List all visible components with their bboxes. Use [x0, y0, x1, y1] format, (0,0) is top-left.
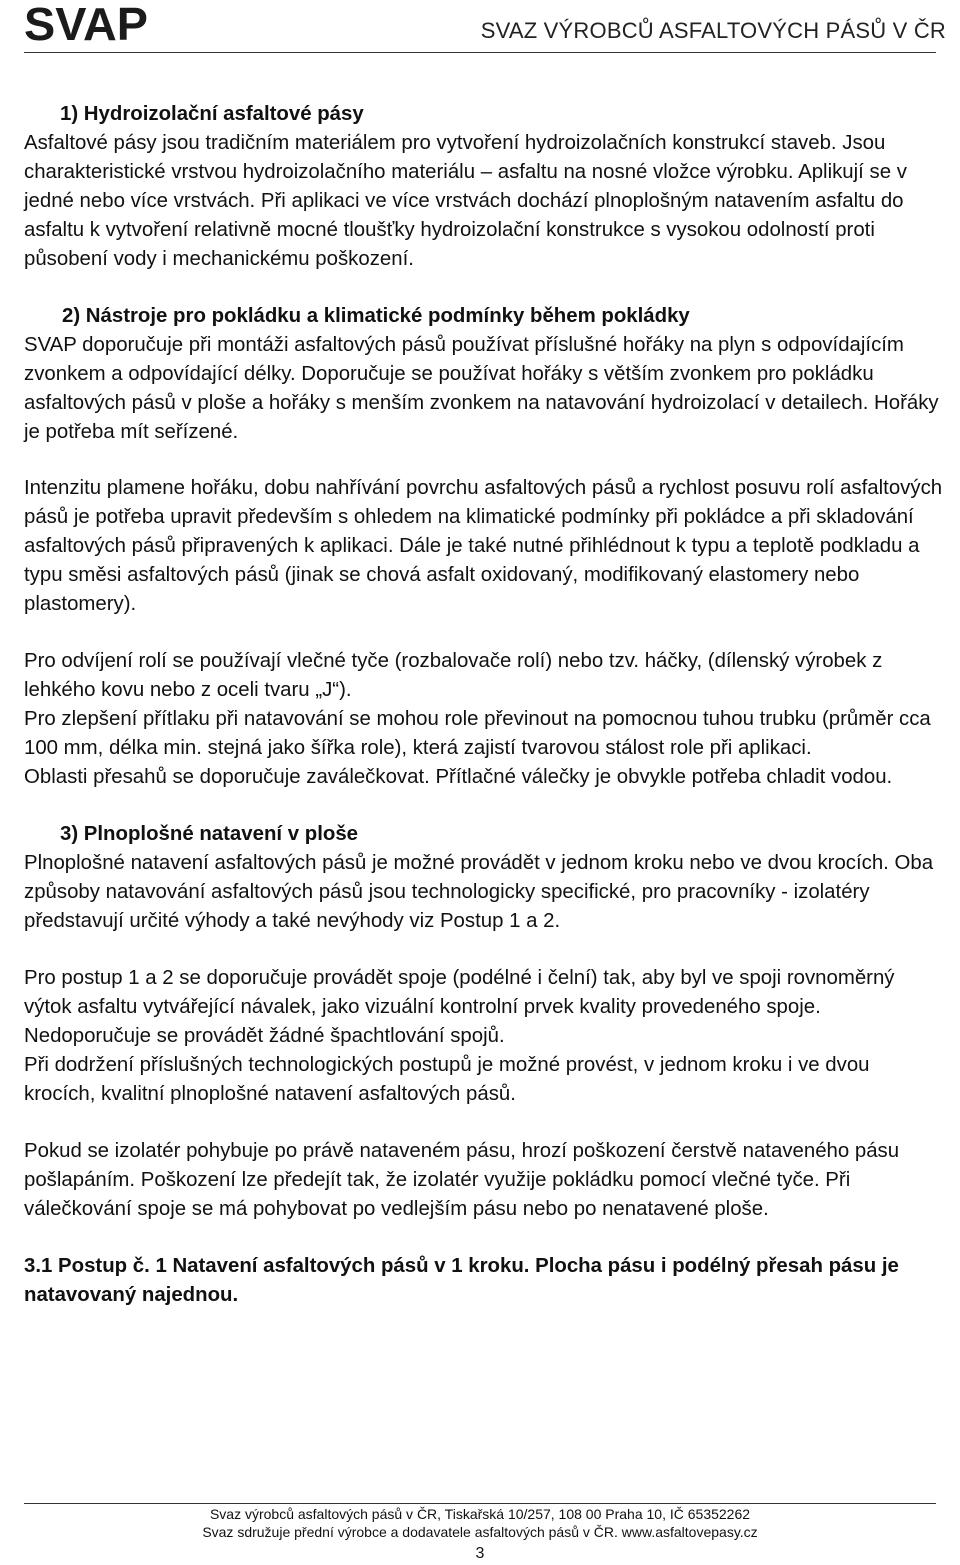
logo-text: SVAP [24, 2, 148, 44]
section-2-paragraph-3: Pro odvíjení rolí se používají vlečné tyče (rozbalovače rolí) nebo tzv. háčky, (dílenský výrobek z lehkého kovu nebo z oceli tvaru „J“). Pro zlepšení přítlaku při natavování se mohou role převinout na pomocnou tuhou trubku (průměr cca 100 mm, délka min. stejná jako šířka role), která zajistí tvarovou stálost role při aplikaci. Oblasti přesahů se doporučuje zaválečkovat. Přítlačné válečky je obvykle potřeba chladit vodou. [24, 650, 931, 788]
section-3-heading: 3) Plnoplošné natavení v ploše [60, 823, 359, 845]
footer-description: Svaz sdružuje přední výrobce a dodavatele asfaltových pásů v ČR. www.asfaltovepasy.cz [202, 1524, 758, 1540]
section-3-1-heading: 3.1 Postup č. 1 Natavení asfaltových pásů v 1 kroku. Plocha pásu i podélný přesah pásu je natavovaný najednou. [24, 1255, 899, 1306]
footer-divider [24, 1503, 936, 1504]
section-1-paragraph: Asfaltové pásy jsou tradičním materiálem pro vytvoření hydroizolačních konstrukcí staveb. Jsou charakteristické vrstvou hydroizolačního materiálu – asfaltu na nosné vložce výrobku. Aplikují se v jedné nebo více vrstvách. Při aplikaci ve více vrstvách dochází plnoplošným natavením asfaltu do asfaltu k vytvoření relativně mocné tloušťky hydroizolační konstrukce s vysokou odolností proti působení vody i mechanickému poškození. [24, 132, 907, 270]
document-body [24, 100, 944, 1310]
section-3-paragraph-1: Plnoplošné natavení asfaltových pásů je možné provádět v jednom kroku nebo ve dvou krocích. Oba způsoby natavování asfaltových pásů jsou technologicky specifické, pro pracovníky - izolatéry představují určité výhody a také nevýhody viz Postup 1 a 2. [24, 852, 934, 932]
svap-logo [24, 2, 150, 44]
page-header [0, 0, 960, 52]
page-number: 3 [475, 1545, 485, 1562]
section-1-heading: 1) Hydroizolační asfaltové pásy [60, 103, 364, 125]
section-3-paragraph-3: Pokud se izolatér pohybuje po právě nataveném pásu, hrozí poškození čerstvě nataveného pásu pošlapáním. Poškození lze předejít tak, že izolatér využije pokládku pomocí vlečné tyče. Při válečkování spoje se má pohybovat po vedlejším pásu nebo po nenatavené ploše. [24, 1140, 900, 1220]
section-3-paragraph-2: Pro postup 1 a 2 se doporučuje provádět spoje (podélné i čelní) tak, aby byl ve spoji rovnoměrný výtok asfaltu vytvářející návalek, jako vizuální kontrolní prvek kvality provedeného spoje. Nedoporučuje se provádět žádné špachtlování spojů. Při dodržení příslušných technologických postupů je možné provést, v jednom kroku i ve dvou krocích, kvalitní plnoplošné natavení asfaltových pásů. [24, 967, 895, 1105]
header-divider [24, 52, 936, 53]
footer-address: Svaz výrobců asfaltových pásů v ČR, Tiskařská 10/257, 108 00 Praha 10, IČ 65352262 [209, 1506, 751, 1522]
header-title: SVAZ VÝROBCŮ ASFALTOVÝCH PÁSŮ V ČR [480, 18, 946, 43]
section-2-heading: 2) Nástroje pro pokládku a klimatické podmínky během pokládky [62, 305, 690, 327]
section-2-paragraph-1: SVAP doporučuje při montáži asfaltových pásů používat příslušné hořáky na plyn s odpovídajícím zvonkem a odpovídající délky. Doporučuje se používat hořáky s větším zvonkem pro pokládku asfaltových pásů v ploše a hořáky s menším zvonkem na natavování hydroizolací v detailech. Hořáky je potřeba mít seřízené. [24, 334, 939, 443]
section-2-paragraph-2: Intenzitu plamene hořáku, dobu nahřívání povrchu asfaltových pásů a rychlost posuvu rolí asfaltových pásů je potřeba upravit především s ohledem na klimatické podmínky při pokládce a při skladování asfaltových pásů připravených k aplikaci. Dále je také nutné přihlédnout k typu a teplotě podkladu a typu směsi asfaltových pásů (jinak se chová asfalt oxidovaný, modifikovaný elastomery nebo plastomery). [24, 477, 943, 615]
